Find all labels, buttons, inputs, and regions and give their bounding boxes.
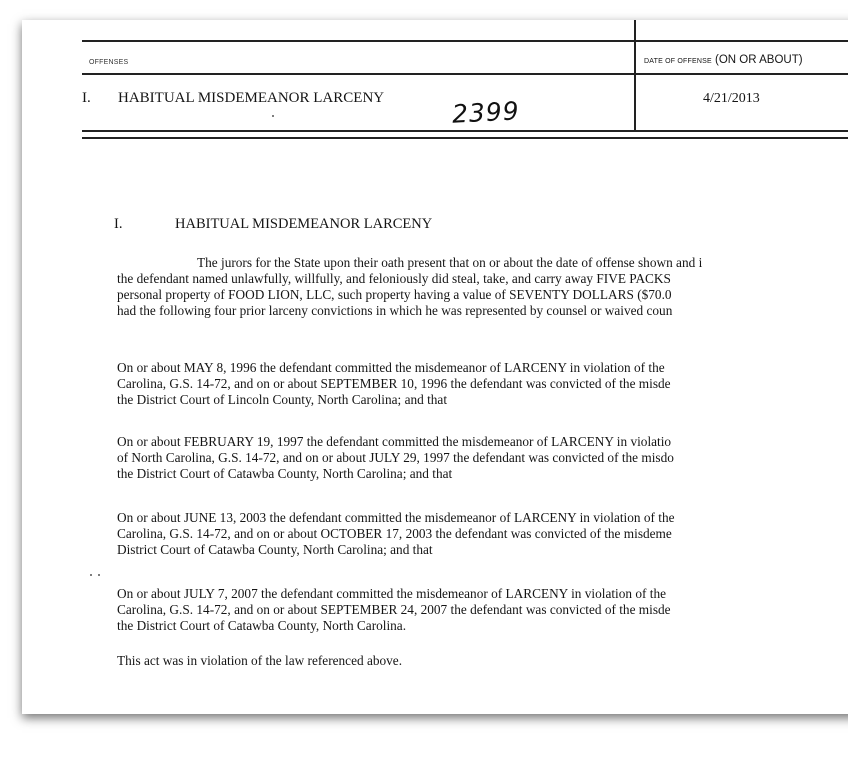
scan-speck xyxy=(90,574,92,576)
paragraph-prior-conviction-3 xyxy=(117,510,675,558)
offense-title: HABITUAL MISDEMEANOR LARCENY xyxy=(118,90,385,106)
paragraph-line: On or about JULY 7, 2007 the defendant committed the misdemeanor of LARCENY in violation of the xyxy=(117,586,667,601)
offense-date: 4/21/2013 xyxy=(703,91,760,106)
header-column-divider xyxy=(634,20,636,132)
paragraph-prior-conviction-4 xyxy=(117,586,671,634)
paragraph-line: personal property of FOOD LION, LLC, such property having a value of SEVENTY DOLLARS ($70.0 xyxy=(117,287,672,302)
document-page xyxy=(22,20,848,714)
paragraph-line: had the following four prior larceny convictions in which he was represented by counsel or waived coun xyxy=(117,303,673,318)
scan-speck xyxy=(272,115,274,117)
paragraph-line: Carolina, G.S. 14-72, and on or about SEPTEMBER 24, 2007 the defendant was convicted of the misde xyxy=(117,602,671,617)
scan-speck xyxy=(98,574,100,576)
paragraph-prior-conviction-2 xyxy=(117,434,674,482)
paragraph-prior-conviction-1 xyxy=(117,360,671,408)
section-number: I. xyxy=(114,216,123,232)
paragraph-line: Carolina, G.S. 14-72, and on or about OCTOBER 17, 2003 the defendant was convicted of the misdeme xyxy=(117,526,672,541)
section-title: HABITUAL MISDEMEANOR LARCENY xyxy=(175,216,433,232)
paragraph-line: the District Court of Catawba County, North Carolina; and that xyxy=(117,466,453,481)
header-bottom-rule-2 xyxy=(82,137,848,139)
header-label-rule xyxy=(82,73,848,75)
date-of-offense-label xyxy=(644,54,803,66)
paragraph-line: of North Carolina, G.S. 14-72, and on or about JULY 29, 1997 the defendant was convicted of the misdo xyxy=(117,450,674,465)
paragraph-line: the defendant named unlawfully, willfully, and feloniously did steal, take, and carry away FIVE PACKS xyxy=(117,271,671,286)
header-top-rule xyxy=(82,40,848,42)
paragraph-line: On or about FEBRUARY 19, 1997 the defendant committed the misdemeanor of LARCENY in violatio xyxy=(117,434,672,449)
on-or-about-label: (ON OR ABOUT) xyxy=(715,54,803,66)
paragraph-line: On or about MAY 8, 1996 the defendant committed the misdemeanor of LARCENY in violation of the xyxy=(117,360,665,375)
paragraph-charge xyxy=(117,255,702,319)
paragraph-line: District Court of Catawba County, North Carolina; and that xyxy=(117,542,433,557)
date-of-offense-small-label: DATE OF OFFENSE xyxy=(644,58,712,65)
offense-number: I. xyxy=(82,90,91,106)
paragraph-line: The jurors for the State upon their oath present that on or about the date of offense shown and i xyxy=(197,255,703,270)
header-bottom-rule xyxy=(82,130,848,132)
offenses-label: OFFENSES xyxy=(89,59,129,66)
paragraph-closing xyxy=(117,653,402,669)
handwritten-offense-code: 2399 xyxy=(451,96,521,129)
paragraph-line: On or about JUNE 13, 2003 the defendant committed the misdemeanor of LARCENY in violation of the xyxy=(117,510,675,525)
paragraph-line: Carolina, G.S. 14-72, and on or about SEPTEMBER 10, 1996 the defendant was convicted of the misde xyxy=(117,376,671,391)
paragraph-line: the District Court of Catawba County, North Carolina. xyxy=(117,618,407,633)
paragraph-line: This act was in violation of the law referenced above. xyxy=(117,653,403,668)
paragraph-line: the District Court of Lincoln County, North Carolina; and that xyxy=(117,392,448,407)
